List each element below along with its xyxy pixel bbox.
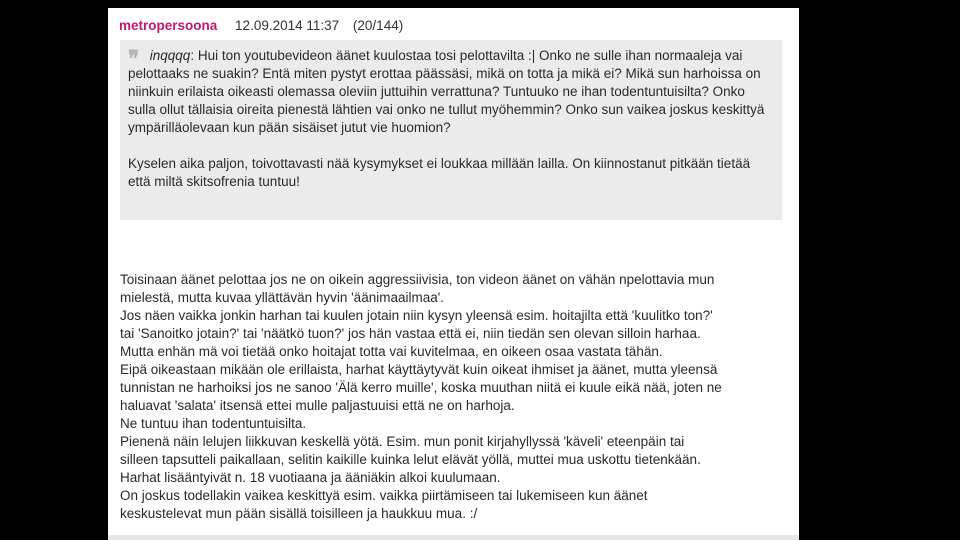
post-body-line: silleen tapsutteli paikallaan, selitin kaikille kuinka lelut elävät yöllä, muttei mua uskottu tietenkään.: [120, 452, 701, 467]
post-body-line: tunnistan ne harhoiksi jos ne sanoo 'Älä kerro muille', koska muuthan niitä ei kuule eikä nää, joten ne: [120, 380, 722, 395]
post-body-line: mielestä, mutta kuvaa yllättävän hyvin 'äänimaailmaa'.: [120, 290, 445, 305]
post-body-line: tai 'Sanoitko jotain?' tai 'näätkö tuon?' jos hän vastaa että ei, niin tiedän sen olevan silloin harhaa.: [120, 326, 701, 341]
quote-block: [120, 40, 782, 220]
post-body: [120, 271, 790, 523]
post-body-line: Eipä oikeastaan mikään ole erillaista, harhat käyttäytyvät kuin oikeat ihmiset ja äänet, mutta yleensä: [120, 362, 718, 377]
quote-mark-icon: ❜❜: [128, 46, 137, 72]
post-body-line: Mutta enhän mä voi tietää onko hoitajat totta vai kuvitelmaa, en oikeen osaa vastata tähän.: [120, 344, 663, 359]
post-body-line: Ne tuntuu ihan todentuntuisilta.: [120, 416, 307, 431]
post-header: [119, 18, 403, 34]
quote-author: inqqqq: [149, 48, 191, 63]
post-counter: (20/144): [352, 18, 404, 33]
quote-paragraph-1: Hui ton youtubevideon äänet kuulostaa tosi pelottavilta :| Onko ne sulle ihan normaaleja vai pelottaaks ne suakin? Entä miten pystyt erottaa päässäsi, mikä on totta ja mikä ei? Mikä sun harhoissa on niinkuin erilaista oikeasti olemassa oleviin juttuihin verrattuna? Tuntuuko ne ihan todentuntuisilta? Onko sulla ollut tällaisia oireita pienestä lähtien vai onko ne tullut myöhemmin? Onko sun vaikea joskus keskittyä ympärilläolevaan kun pään sisäiset jutut vie huomion?: [128, 48, 765, 135]
forum-post: [108, 8, 799, 540]
post-body-line: Harhat lisääntyivät n. 18 vuotiaana ja ääniäkin alkoi kuulumaan.: [120, 470, 501, 485]
username-link[interactable]: metropersoona: [119, 18, 218, 33]
post-body-line: haluavat 'salata' itsensä ettei mulle paljastuuisi että ne on harhoja.: [120, 398, 515, 413]
post-body-line: Jos näen vaikka jonkin harhan tai kuulen jotain niin kysyn yleensä esim. hoitajilta että 'kuulitko ton?': [120, 308, 713, 323]
post-body-line: keskustelevat mun pään sisällä toisilleen ja haukkuu mua. :/: [120, 506, 478, 521]
post-body-line: On joskus todellakin vaikea keskittyä esim. vaikka piirtämiseen tai lukemiseen kun äänet: [120, 488, 648, 503]
next-post-edge: [108, 535, 799, 540]
post-body-line: Toisinaan äänet pelottaa jos ne on oikein aggressiivisia, ton videon äänet on vähän npelottavia mun: [120, 272, 715, 287]
quote-paragraph-2: Kyselen aika paljon, toivottavasti nää kysymykset ei loukkaa millään lailla. On kiinnostanut pitkään tietää että miltä skitsofrenia tuntuu!: [128, 156, 751, 189]
post-date: 12.09.2014 11:37: [235, 18, 340, 33]
quote-text: ❜❜ inqqqq: Hui ton youtubevideon äänet kuulostaa tosi pelottavilta :| Onko ne sulle ihan normaaleja vai pelottaaks ne suakin? Entä miten pystyt erottaa päässäsi, mikä on totta ja mikä ei? Mikä sun harhoissa on niinkuin erilaista oikeasti olemassa oleviin juttuihin verrattuna? Tuntuuko ne ihan todentuntuisilta? Onko sulla ollut tällaisia oireita pienestä lähtien vai onko ne tullut myöhemmin? Onko sun vaikea joskus keskittyä ympärilläolevaan kun pään sisäiset jutut vie huomion?: [128, 46, 765, 135]
post-body-line: Pienenä näin lelujen liikkuvan keskellä yötä. Esim. mun ponit kirjahyllyssä 'käveli' eteenpäin tai: [120, 434, 685, 449]
